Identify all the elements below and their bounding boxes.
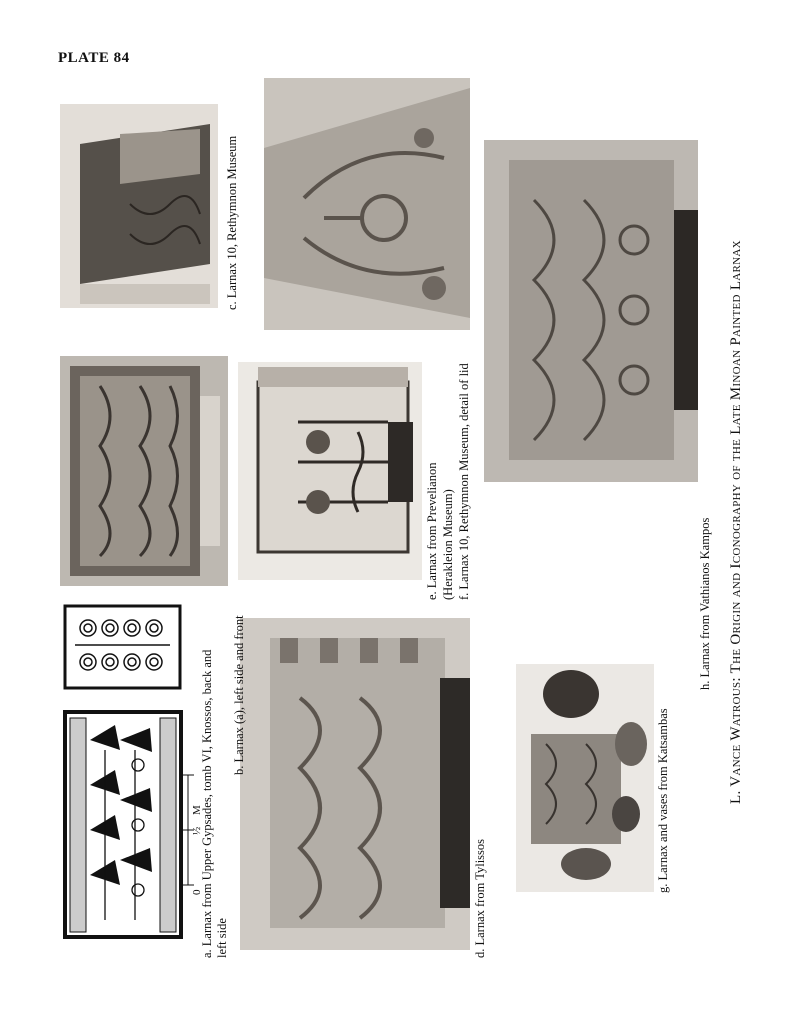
figure-f-photo: [264, 78, 470, 330]
figure-c-photo: [60, 104, 218, 308]
caption-a-line2: left side: [215, 918, 229, 958]
caption-b: b. Larnax (a), left side and front: [232, 615, 246, 775]
figure-e-photo: [238, 362, 422, 580]
caption-g: g. Larnax and vases from Katsambas: [656, 708, 670, 893]
figure-b-photo: [60, 356, 228, 586]
scale-label-unit: M: [191, 805, 203, 815]
figure-g-photo: [516, 664, 654, 892]
caption-e-line2: (Herakleion Museum): [441, 489, 455, 600]
caption-a-line1: a. Larnax from Upper Gypsades, tomb VI, Knossos, back and: [200, 649, 214, 958]
caption-d: d. Larnax from Tylissos: [473, 838, 487, 958]
plate-title: PLATE 84: [58, 50, 130, 66]
caption-f: f. Larnax 10, Rethymnon Museum, detail of lid: [457, 363, 471, 600]
scale-label-zero: 0: [191, 889, 203, 895]
caption-h: h. Larnax from Vathianos Kampos: [698, 517, 712, 690]
figure-h-photo: [484, 140, 698, 482]
scale-label-half: ½: [191, 826, 203, 835]
caption-c: c. Larnax 10, Rethymnon Museum: [225, 135, 239, 310]
figure-d-photo: [240, 618, 470, 950]
caption-e-line1: e. Larnax from Prevelianon: [425, 462, 439, 600]
running-footer: L. Vance Watrous: The Origin and Iconography of the Late Minoan Painted Larnax: [728, 240, 744, 804]
